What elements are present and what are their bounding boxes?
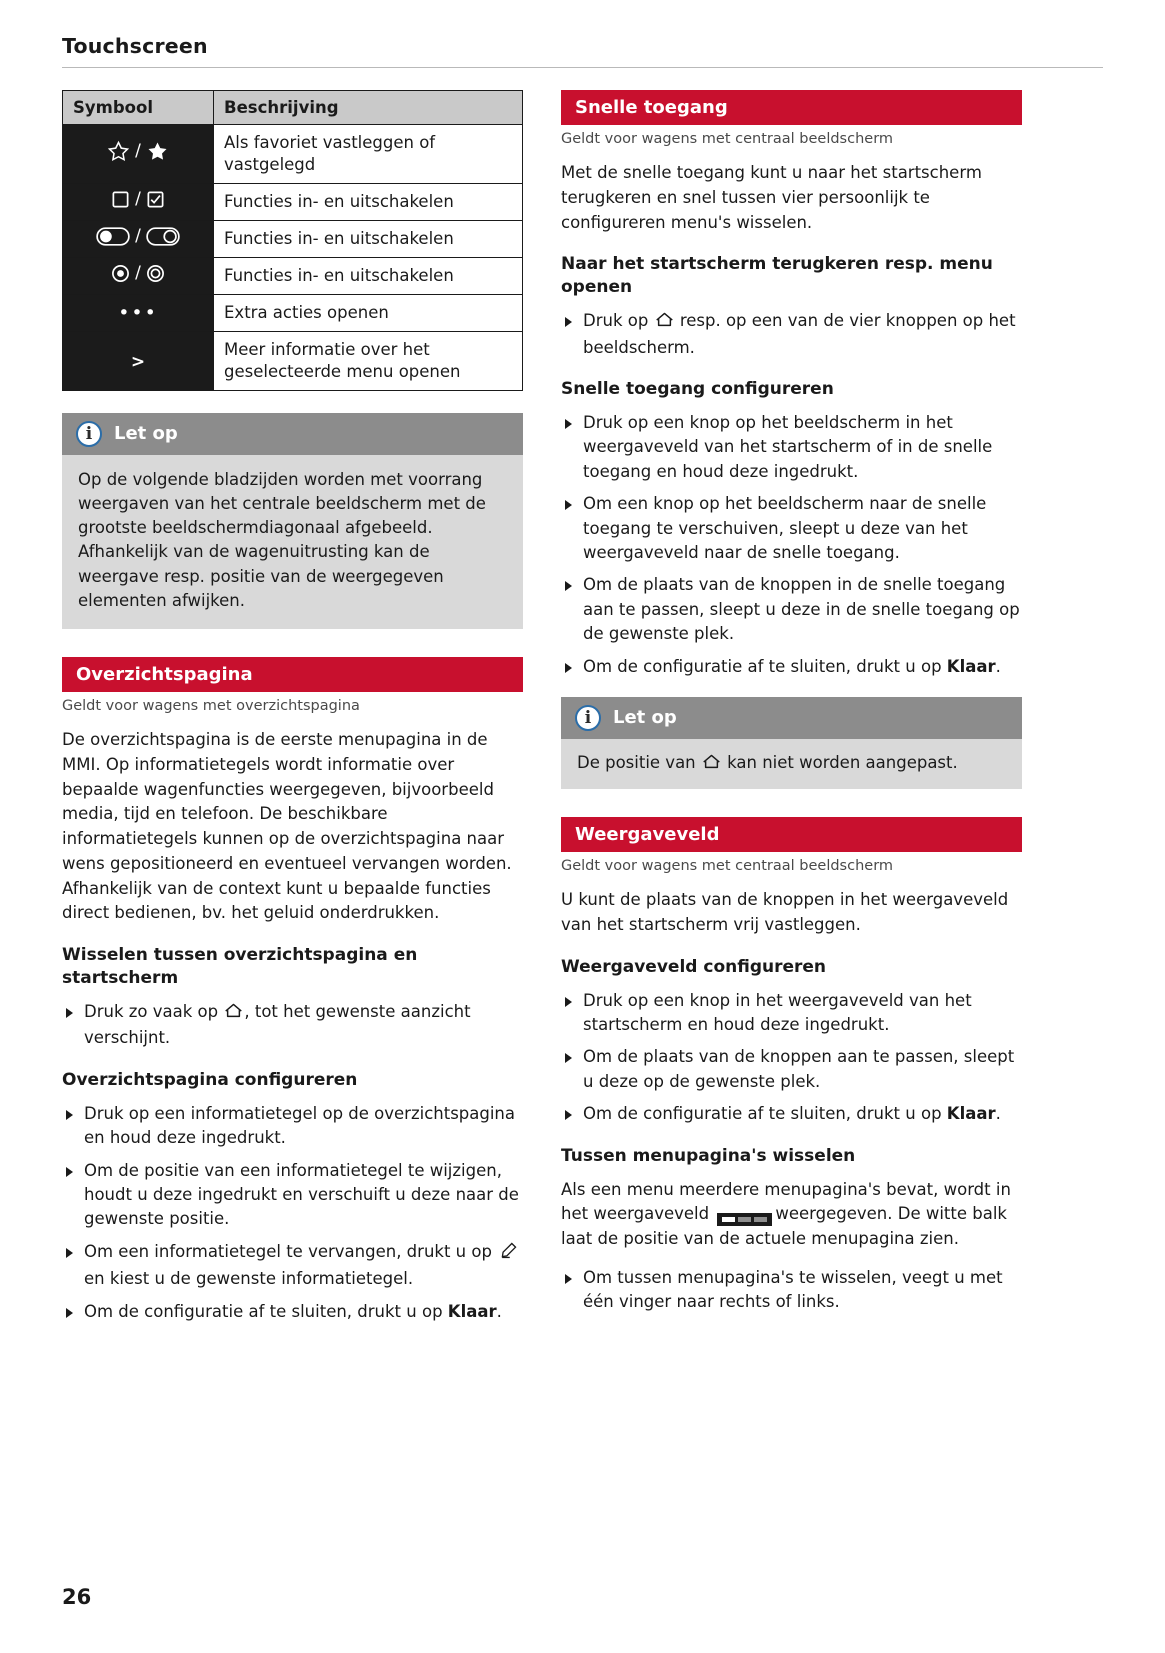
page-columns bbox=[62, 90, 1103, 1332]
bullet-text-pre: Om de configuratie af te sluiten, drukt u op bbox=[583, 1104, 947, 1124]
table-row bbox=[63, 294, 523, 331]
star-outline-star-filled-icon: / bbox=[63, 125, 214, 184]
bullet-text-post: . bbox=[995, 1104, 1001, 1124]
section-bar-overzichtspagina: Overzichtspagina bbox=[62, 657, 523, 692]
ellipsis-icon: ••• bbox=[63, 294, 214, 331]
table-row bbox=[63, 257, 523, 294]
bullet-text-post: resp. op een van de vier knoppen op het beeldscherm. bbox=[583, 311, 1016, 357]
toggle-on-toggle-off-icon: / bbox=[63, 220, 214, 257]
right-column bbox=[561, 90, 1022, 1323]
table-row bbox=[63, 183, 523, 220]
list-item: Om de plaats van de knoppen in de snelle toegang aan te passen, sleept u deze in de snelle toegang op de gewenste plek. bbox=[561, 573, 1022, 646]
page-indicator-icon bbox=[717, 1213, 772, 1226]
bullet-text-pre: Om de configuratie af te sluiten, drukt u op bbox=[583, 656, 947, 676]
overzichtspagina-config-bullets bbox=[62, 1102, 523, 1324]
symbol-description: Functies in- en uitschakelen bbox=[214, 183, 523, 220]
chevron-right-icon: > bbox=[63, 331, 214, 390]
bullet-text-post: en kiest u de gewenste informatietegel. bbox=[84, 1269, 414, 1289]
note-header bbox=[561, 697, 1022, 739]
heading-startscherm-terugkeren: Naar het startscherm terugkeren resp. menu openen bbox=[561, 254, 993, 298]
bold-klaar: Klaar bbox=[946, 656, 996, 676]
list-item bbox=[62, 1240, 523, 1292]
section-subtitle: Geldt voor wagens met overzichtspagina bbox=[62, 698, 360, 715]
bullet-text-pre: Druk zo vaak op bbox=[84, 1002, 224, 1022]
section-bar-snelle-toegang: Snelle toegang bbox=[561, 90, 1022, 125]
list-item bbox=[561, 1102, 1022, 1126]
heading-menupaginas-wisselen: Tussen menupagina's wisselen bbox=[561, 1145, 856, 1166]
bullet-text-post: . bbox=[496, 1301, 502, 1321]
info-icon: i bbox=[76, 421, 102, 447]
note-header bbox=[62, 413, 523, 455]
pencil-icon bbox=[499, 1241, 518, 1267]
heading-wisselen: Wisselen tussen overzichtspagina en startscherm bbox=[62, 945, 418, 989]
list-item bbox=[62, 1000, 523, 1051]
list-item: Om de plaats van de knoppen aan te passen, sleept u deze op de gewenste plek. bbox=[561, 1045, 1022, 1094]
page-title: Touchscreen bbox=[62, 34, 208, 58]
note-text bbox=[561, 739, 1022, 789]
wisselen-bullets bbox=[62, 1000, 523, 1051]
home-icon bbox=[655, 311, 674, 335]
home-icon bbox=[224, 1002, 243, 1026]
page-number: 26 bbox=[62, 1585, 92, 1609]
radio-off-radio-on-icon: / bbox=[63, 257, 214, 294]
note-text-post: kan niet worden aangepast. bbox=[727, 752, 958, 772]
bold-klaar: Klaar bbox=[946, 1104, 996, 1124]
startscherm-bullets bbox=[561, 309, 1022, 360]
list-item: Druk op een knop in het weergaveveld van het startscherm en houd deze ingedrukt. bbox=[561, 989, 1022, 1038]
bullet-text-pre: Druk op bbox=[583, 311, 654, 331]
checkbox-empty-checkbox-checked-icon: / bbox=[63, 183, 214, 220]
info-icon: i bbox=[575, 705, 601, 731]
snelle-toegang-intro: Met de snelle toegang kunt u naar het startscherm terugkeren en snel tussen vier persoonlijk te configureren menu's wisselen. bbox=[561, 163, 982, 232]
note-text: Op de volgende bladzijden worden met voorrang weergaven van het centrale beeldscherm met de grootste beeldschermdiagonaal afgebeeld. Afhankelijk van de wagenuitrusting kan de weergave resp. positie van de weergegeven elementen afwijken. bbox=[62, 455, 523, 630]
bullet-text-post: , tot het gewenste aanzicht verschijnt. bbox=[84, 1002, 471, 1048]
pages-text-post: weergegeven. De witte balk laat de positie van de actuele menupagina zien. bbox=[561, 1204, 1007, 1249]
table-row bbox=[63, 220, 523, 257]
note-title: Let op bbox=[613, 707, 677, 729]
symbol-description: Extra acties openen bbox=[214, 294, 523, 331]
menupaginas-bullets bbox=[561, 1266, 1022, 1315]
note-text-pre: De positie van bbox=[577, 752, 701, 772]
symbol-table bbox=[62, 90, 523, 391]
note-box-left bbox=[62, 413, 523, 630]
symbol-description: Functies in- en uitschakelen bbox=[214, 257, 523, 294]
heading-overzichtspagina-configureren: Overzichtspagina configureren bbox=[62, 1069, 358, 1090]
header-divider bbox=[62, 67, 1103, 68]
section-subtitle: Geldt voor wagens met centraal beeldscherm bbox=[561, 858, 894, 875]
column-header-description: Beschrijving bbox=[214, 91, 523, 125]
list-item bbox=[62, 1300, 523, 1324]
list-item: Druk op een knop op het beeldscherm in het weergaveveld van het startscherm of in de snelle toegang en houd deze ingedrukt. bbox=[561, 411, 1022, 484]
table-header-row bbox=[63, 91, 523, 125]
note-title: Let op bbox=[114, 423, 178, 445]
list-item: Om de positie van een informatietegel te wijzigen, houdt u deze ingedrukt en verschuift u deze naar de gewenste positie. bbox=[62, 1159, 523, 1232]
symbol-description: Functies in- en uitschakelen bbox=[214, 220, 523, 257]
list-item: Om tussen menupagina's te wisselen, veegt u met één vinger naar rechts of links. bbox=[561, 1266, 1022, 1315]
bullet-text-post: . bbox=[995, 656, 1001, 676]
symbol-description: Als favoriet vastleggen of vastgelegd bbox=[214, 125, 523, 184]
weergaveveld-intro: U kunt de plaats van de knoppen in het weergaveveld van het startscherm vrij vastleggen. bbox=[561, 890, 1009, 934]
note-box-right bbox=[561, 697, 1022, 789]
overzichtspagina-intro: De overzichtspagina is de eerste menupagina in de MMI. Op informatietegels wordt informatie over bepaalde wagenfuncties weergegeven, bijvoorbeeld media, tijd en telefoon. De beschikbare informatietegels kunnen op de overzichtspagina naar wens gepositioneerd en eventueel vervangen worden. Afhankelijk van de context kunt u bepaalde functies direct bedienen, bv. het geluid onderdrukken. bbox=[62, 730, 512, 923]
heading-snelle-toegang-configureren: Snelle toegang configureren bbox=[561, 378, 834, 399]
list-item bbox=[561, 309, 1022, 360]
weergaveveld-config-bullets bbox=[561, 989, 1022, 1127]
bullet-text-pre: Om de configuratie af te sluiten, drukt u op bbox=[84, 1301, 448, 1321]
menupaginas-text bbox=[561, 1178, 1022, 1252]
snelle-toegang-config-bullets bbox=[561, 411, 1022, 679]
table-row bbox=[63, 125, 523, 184]
heading-weergaveveld-configureren: Weergaveveld configureren bbox=[561, 956, 827, 977]
section-bar-weergaveveld: Weergaveveld bbox=[561, 817, 1022, 852]
table-row bbox=[63, 331, 523, 390]
home-icon bbox=[702, 753, 721, 777]
list-item: Om een knop op het beeldscherm naar de snelle toegang te verschuiven, sleept u deze van het weergaveveld naar de snelle toegang. bbox=[561, 492, 1022, 565]
symbol-description: Meer informatie over het geselecteerde menu openen bbox=[214, 331, 523, 390]
list-item: Druk op een informatietegel op de overzichtspagina en houd deze ingedrukt. bbox=[62, 1102, 523, 1151]
column-header-symbol: Symbool bbox=[63, 91, 214, 125]
bullet-text-pre: Om een informatietegel te vervangen, drukt u op bbox=[84, 1241, 498, 1261]
left-column bbox=[62, 90, 523, 1332]
list-item bbox=[561, 655, 1022, 679]
bold-klaar: Klaar bbox=[447, 1301, 497, 1321]
section-subtitle: Geldt voor wagens met centraal beeldscherm bbox=[561, 131, 894, 147]
pages-text-pre: Als een menu meerdere menupagina's bevat, wordt in het weergaveveld bbox=[561, 1179, 1011, 1224]
